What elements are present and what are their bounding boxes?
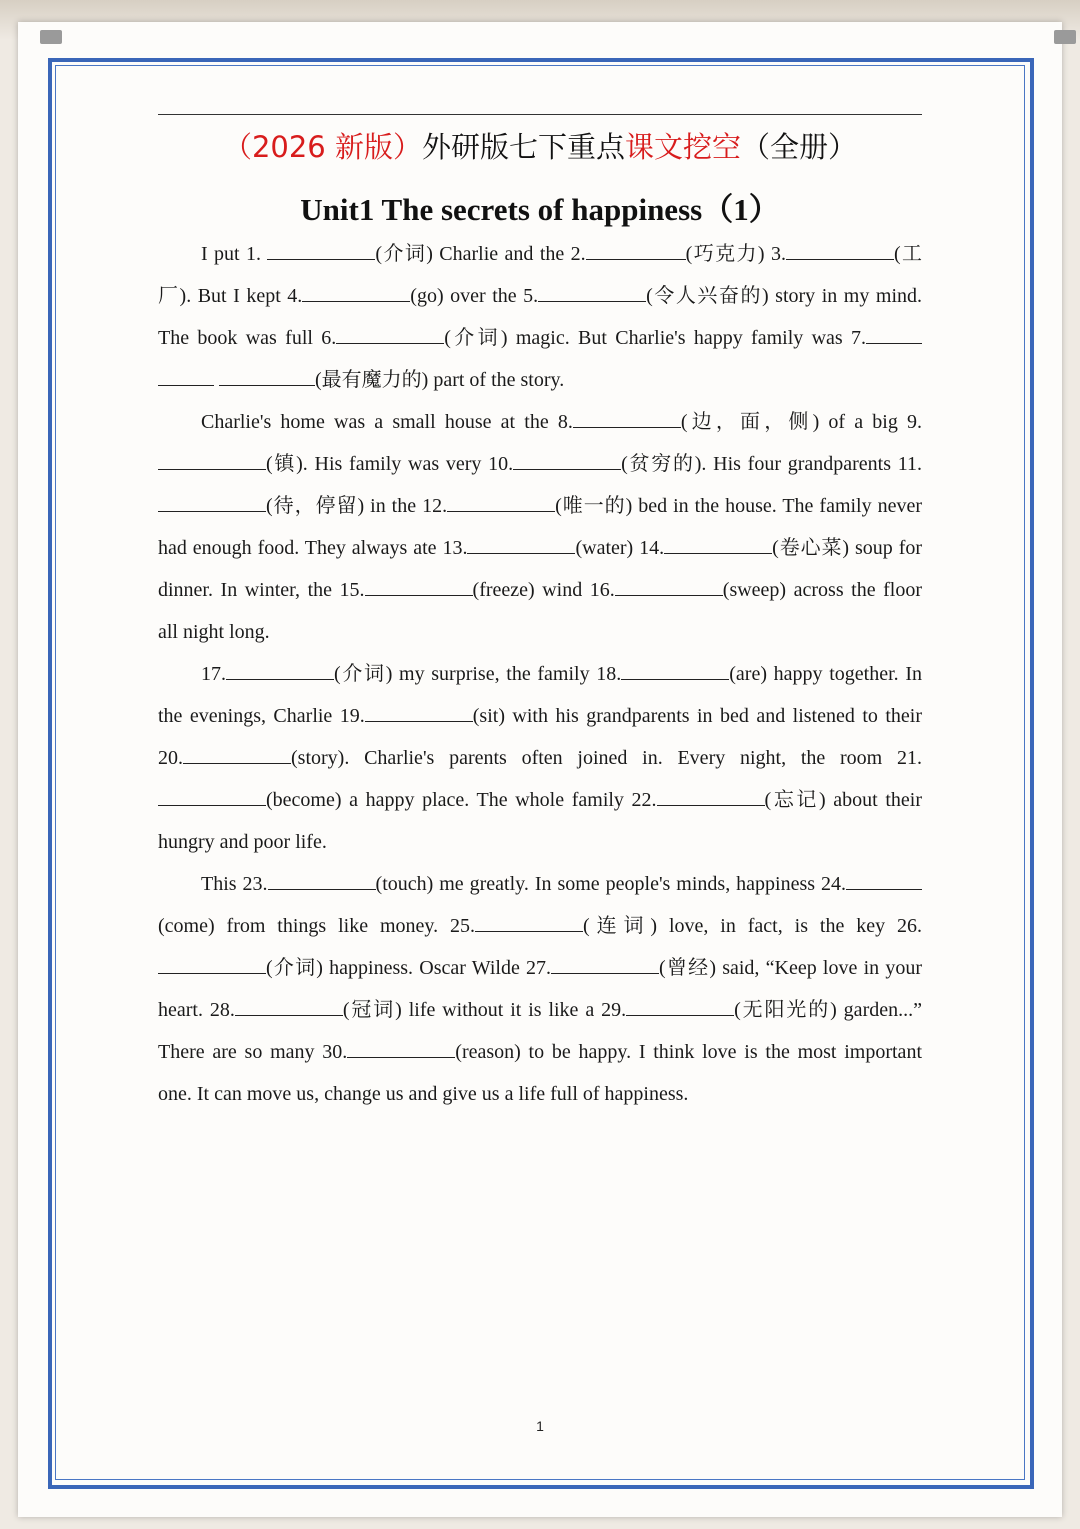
answer-blank[interactable] bbox=[538, 283, 646, 302]
page-title bbox=[158, 125, 922, 166]
passage-text: (令人兴奋的) story in my mind. The book was full 6. bbox=[158, 285, 922, 349]
binder-clip-icon bbox=[40, 30, 62, 44]
answer-blank[interactable] bbox=[573, 409, 681, 428]
answer-blank[interactable] bbox=[866, 325, 922, 344]
passage-text: This 23. bbox=[201, 873, 268, 895]
answer-blank[interactable] bbox=[158, 493, 266, 512]
page-number: 1 bbox=[536, 1418, 544, 1434]
passage-text: (story). Charlie's parents often joined in. Every night, the room 21. bbox=[291, 747, 922, 769]
answer-blank[interactable] bbox=[183, 745, 291, 764]
passage-paragraph bbox=[158, 653, 922, 863]
answer-blank[interactable] bbox=[336, 325, 444, 344]
answer-blank[interactable] bbox=[475, 913, 583, 932]
header-rule bbox=[158, 114, 922, 115]
title-textbook: 外研版七下重点 bbox=[421, 130, 625, 164]
passage-text: (介词) my surprise, the family 18. bbox=[334, 663, 622, 685]
passage-text: (water) 14. bbox=[575, 537, 665, 559]
passage-text: (sit) with his grandparents in bed and listened to their 20. bbox=[158, 705, 922, 769]
passage-text: (巧克力) 3. bbox=[685, 243, 786, 265]
passage-text: (介词) Charlie and the 2. bbox=[375, 243, 586, 265]
passage-text: (reason) to be happy. I think love is the most important one. It can move us, change us and give us a life full of happiness. bbox=[158, 1041, 922, 1105]
passage-text: (become) a happy place. The whole family 22. bbox=[266, 789, 657, 811]
answer-blank[interactable] bbox=[158, 367, 214, 386]
answer-blank[interactable] bbox=[268, 871, 376, 890]
answer-blank[interactable] bbox=[226, 661, 334, 680]
passage-paragraph bbox=[158, 863, 922, 1115]
answer-blank[interactable] bbox=[347, 1039, 455, 1058]
passage-text: (最有魔力的) part of the story. bbox=[315, 369, 565, 391]
unit-heading: Unit1 The secrets of happiness（1） bbox=[300, 192, 780, 227]
binder-clip-icon bbox=[1054, 30, 1076, 44]
passage-text: (工厂). But I kept 4. bbox=[158, 243, 923, 307]
answer-blank[interactable] bbox=[267, 241, 375, 260]
passage-text: (唯一的) bed in the house. The family never had enough food. They always ate 13. bbox=[158, 495, 922, 559]
answer-blank[interactable] bbox=[302, 283, 410, 302]
answer-blank[interactable] bbox=[158, 451, 266, 470]
answer-blank[interactable] bbox=[786, 241, 894, 260]
passage-text: (卷心菜) soup for dinner. In winter, the 15. bbox=[158, 537, 923, 601]
answer-blank[interactable] bbox=[365, 577, 473, 596]
passage-text: (介词) happiness. Oscar Wilde 27. bbox=[266, 957, 552, 979]
passage-paragraph bbox=[158, 401, 922, 653]
answer-blank[interactable] bbox=[615, 577, 723, 596]
passage-text: (are) happy together. In the evenings, Charlie 19. bbox=[158, 663, 922, 727]
passage-text: (go) over the 5. bbox=[410, 285, 539, 307]
answer-blank[interactable] bbox=[158, 787, 266, 806]
title-topic: 课文挖空 bbox=[625, 130, 742, 164]
answer-blank[interactable] bbox=[846, 871, 922, 890]
answer-blank[interactable] bbox=[467, 535, 575, 554]
answer-blank[interactable] bbox=[447, 493, 555, 512]
passage-text: (边，面，侧) of a big 9. bbox=[680, 411, 922, 433]
answer-blank[interactable] bbox=[586, 241, 686, 260]
title-edition: （2026 新版） bbox=[222, 130, 422, 164]
passage-text: (freeze) wind 16. bbox=[472, 579, 615, 601]
passage-text: (无阳光的) garden...” There are so many 30. bbox=[158, 999, 922, 1063]
passage-paragraph bbox=[158, 233, 922, 401]
passage-text: (连词) love, in fact, is the key 26. bbox=[583, 915, 922, 937]
passage-text: I put 1. bbox=[201, 243, 268, 265]
passage-text: Charlie's home was a small house at the 8. bbox=[201, 411, 573, 433]
passage-text: (介词) magic. But Charlie's happy family was 7. bbox=[444, 327, 866, 349]
answer-blank[interactable] bbox=[621, 661, 729, 680]
passage-text: (come) from things like money. 25. bbox=[158, 915, 476, 937]
answer-blank[interactable] bbox=[219, 367, 315, 386]
answer-blank[interactable] bbox=[235, 997, 343, 1016]
document-body bbox=[158, 100, 922, 1115]
answer-blank[interactable] bbox=[626, 997, 734, 1016]
passage bbox=[158, 233, 922, 1115]
passage-text: (镇). His family was very 10. bbox=[266, 453, 514, 475]
answer-blank[interactable] bbox=[365, 703, 473, 722]
passage-text: (冠词) life without it is like a 29. bbox=[342, 999, 627, 1021]
passage-text: (待，停留) in the 12. bbox=[266, 495, 448, 517]
answer-blank[interactable] bbox=[158, 955, 266, 974]
passage-text: (曾经) said, “Keep love in your heart. 28. bbox=[158, 957, 922, 1021]
passage-text: (sweep) across the floor all night long. bbox=[158, 579, 922, 643]
passage-text: (touch) me greatly. In some people's minds, happiness 24. bbox=[375, 873, 847, 895]
passage-text: 17. bbox=[201, 663, 226, 685]
answer-blank[interactable] bbox=[664, 535, 772, 554]
answer-blank[interactable] bbox=[551, 955, 659, 974]
title-scope: （全册） bbox=[741, 130, 858, 164]
answer-blank[interactable] bbox=[513, 451, 621, 470]
answer-blank[interactable] bbox=[657, 787, 765, 806]
passage-text: (忘记) about their hungry and poor life. bbox=[158, 789, 923, 853]
passage-text: (贫穷的). His four grandparents 11. bbox=[621, 453, 922, 475]
